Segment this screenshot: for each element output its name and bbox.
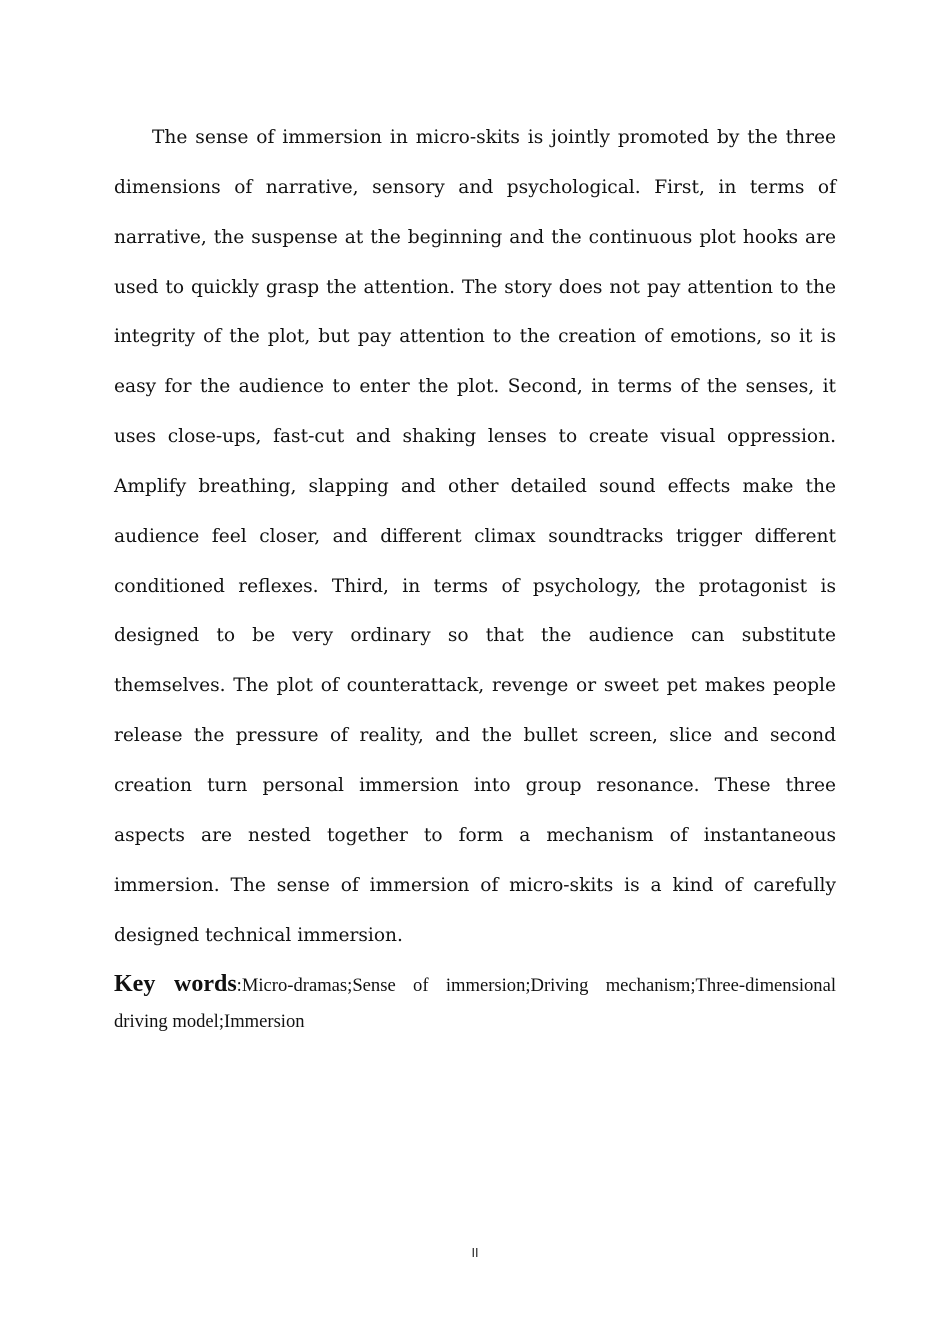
abstract-paragraph: The sense of immersion in micro-skits is jointly promoted by the three dimensions of narrative, sensory and psychological. First, in terms of narrative, the suspense at the beginning and the continuous plot hooks are used to quickly grasp the attention. The story does not pay attention to the integrity of the plot, but pay attention to the creation of emotions, so it is easy for the audience to enter the plot. Second, in terms of the senses, it uses close-ups, fast-cut and shaking lenses to create visual oppression. Amplify breathing, slapping and other detailed sound effects make the audience feel closer, and different climax soundtracks trigger different conditioned reflexes. Third, in terms of psychology, the protagonist is designed to be very ordinary so that the audience can substitute themselves. The plot of counterattack, revenge or sweet pet makes people release the pressure of reality, and the bullet screen, slice and second creation turn personal immersion into group resonance. These three aspects are nested together to form a mechanism of instantaneous immersion. The sense of immersion of micro-skits is a kind of carefully designed technical immersion. <box>114 127 836 946</box>
keywords-line <box>114 966 836 1040</box>
page-number: II <box>471 1246 479 1260</box>
keywords-text: Micro-dramas;Sense of immersion;Driving mechanism;Three-dimensional driving model;Immersion <box>114 975 836 1032</box>
keywords-label: Key words <box>114 971 237 997</box>
keywords-separator: : <box>236 975 242 996</box>
